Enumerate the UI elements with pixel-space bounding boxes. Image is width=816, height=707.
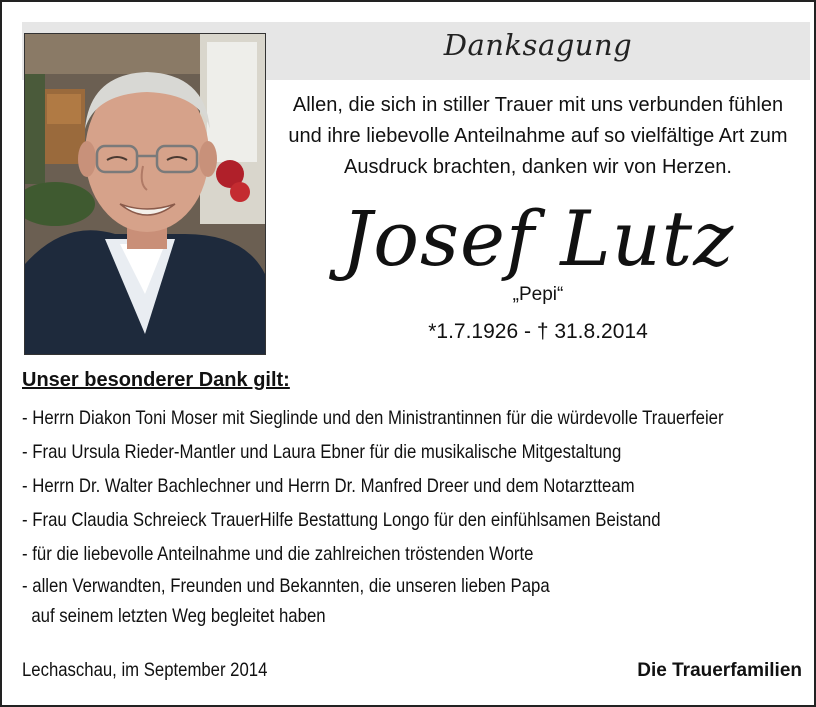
intro-text bbox=[268, 90, 808, 183]
intro-line: Ausdruck brachten, danken wir von Herzen. bbox=[344, 156, 732, 178]
portrait-image bbox=[25, 34, 265, 354]
thanks-item: - für die liebevolle Anteilnahme und die zahlreichen tröstenden Worte bbox=[22, 543, 534, 565]
life-dates: *1.7.1926 - † 31.8.2014 bbox=[428, 320, 648, 343]
intro-line: und ihre liebevolle Anteilnahme auf so vielfältige Art zum bbox=[288, 125, 788, 147]
thanks-item: - Herrn Dr. Walter Bachlechner und Herrn Dr. Manfred Dreer und dem Notarztteam bbox=[22, 475, 635, 497]
thanks-list bbox=[22, 401, 813, 631]
thanks-item: auf seinem letzten Weg begleitet haben bbox=[22, 605, 326, 627]
deceased-name: Josef Lutz bbox=[341, 194, 735, 283]
thanks-item: - Frau Ursula Rieder-Mantler und Laura Ebner für die musikalische Mitgestaltung bbox=[22, 441, 622, 463]
thanks-item: - Frau Claudia Schreieck TrauerHilfe Bestattung Longo für den einfühlsamen Beistand bbox=[22, 509, 661, 531]
place-date: Lechaschau, im September 2014 bbox=[22, 660, 268, 681]
portrait-photo bbox=[24, 33, 266, 355]
deceased-nickname: „Pepi“ bbox=[512, 284, 564, 305]
thanks-item: - allen Verwandten, Freunden und Bekannten, die unseren lieben Papa bbox=[22, 575, 550, 597]
thanks-item: - Herrn Diakon Toni Moser mit Sieglinde und den Ministrantinnen für die würdevolle Trauerfeier bbox=[22, 407, 724, 429]
thanks-heading: Unser besonderer Dank gilt: bbox=[22, 369, 290, 391]
notice-title: Danksagung bbox=[443, 28, 633, 62]
intro-line: Allen, die sich in stiller Trauer mit uns verbunden fühlen bbox=[292, 94, 784, 116]
signature: Die Trauerfamilien bbox=[637, 660, 802, 681]
